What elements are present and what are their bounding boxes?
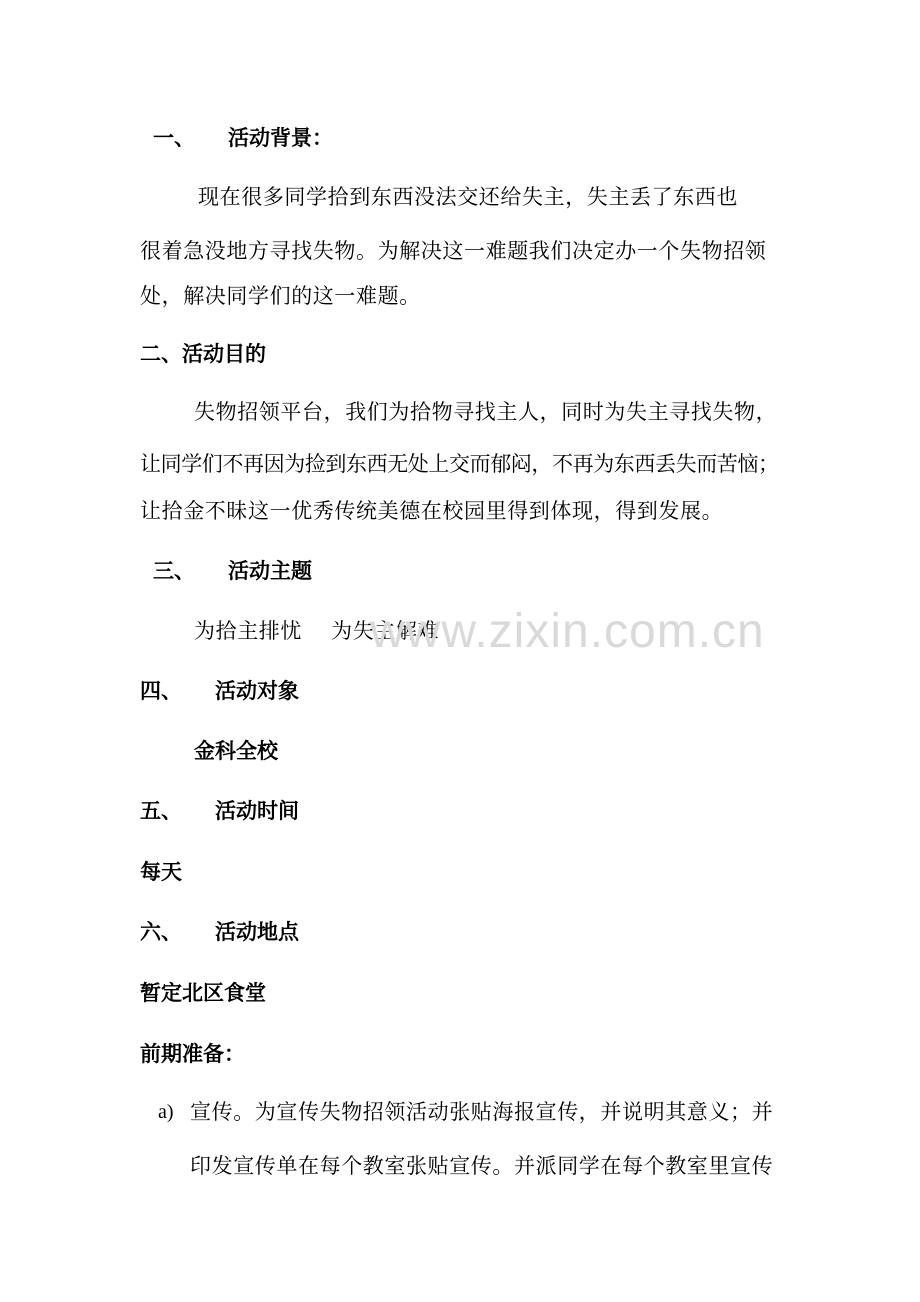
paragraph-line: 让同学们不再因为捡到东西无处上交而郁闷，不再为东西丢失而苦恼； — [140, 452, 779, 476]
watermark: www.zixin.com.cn — [370, 605, 765, 658]
section-heading-theme — [153, 557, 312, 585]
section-title: 活动背景： — [228, 126, 333, 150]
section-number: 四、 — [140, 679, 182, 703]
paragraph-line: 失物招领平台，我们为拾物寻找主人，同时为失主寻找失物， — [194, 400, 778, 424]
location-text: 暂定北区食堂 — [140, 981, 266, 1005]
list-marker: a) — [158, 1101, 174, 1123]
section-number: 一、 — [153, 126, 195, 150]
section-heading-audience — [140, 677, 299, 705]
paragraph-line: 很着急没地方寻找失物。为解决这一难题我们决定办一个失物招领 — [140, 239, 767, 263]
section-heading-background — [153, 124, 333, 152]
section-heading-location — [140, 918, 299, 946]
audience-text: 金科全校 — [194, 739, 278, 763]
paragraph-line: 现在很多同学拾到东西没法交还给失主，失主丢了东西也 — [198, 185, 738, 209]
paragraph-line: 处，解决同学们的这一难题。 — [140, 284, 421, 308]
section-title: 活动时间 — [215, 799, 299, 823]
section-heading-time — [140, 797, 299, 825]
section-title: 活动地点 — [215, 920, 299, 944]
preparation-heading: 前期准备： — [140, 1042, 245, 1066]
theme-text: 为拾主排忧 为失主解难 — [194, 619, 440, 643]
time-text: 每天 — [140, 860, 182, 884]
paragraph-line: 让拾金不昧这一优秀传统美德在校园里得到体现，得到发展。 — [140, 499, 724, 523]
list-item-line: 宣传。为宣传失物招领活动张贴海报宣传，并说明其意义；并 — [190, 1100, 774, 1124]
section-number: 三、 — [153, 559, 195, 583]
section-number: 五、 — [140, 799, 182, 823]
list-item-line: 印发宣传单在每个教室张贴宣传。并派同学在每个教室里宣传 — [190, 1154, 774, 1178]
section-number: 六、 — [140, 920, 182, 944]
section-title: 活动主题 — [228, 559, 312, 583]
section-heading-purpose: 二、活动目的 — [140, 342, 266, 366]
section-title: 活动对象 — [215, 679, 299, 703]
